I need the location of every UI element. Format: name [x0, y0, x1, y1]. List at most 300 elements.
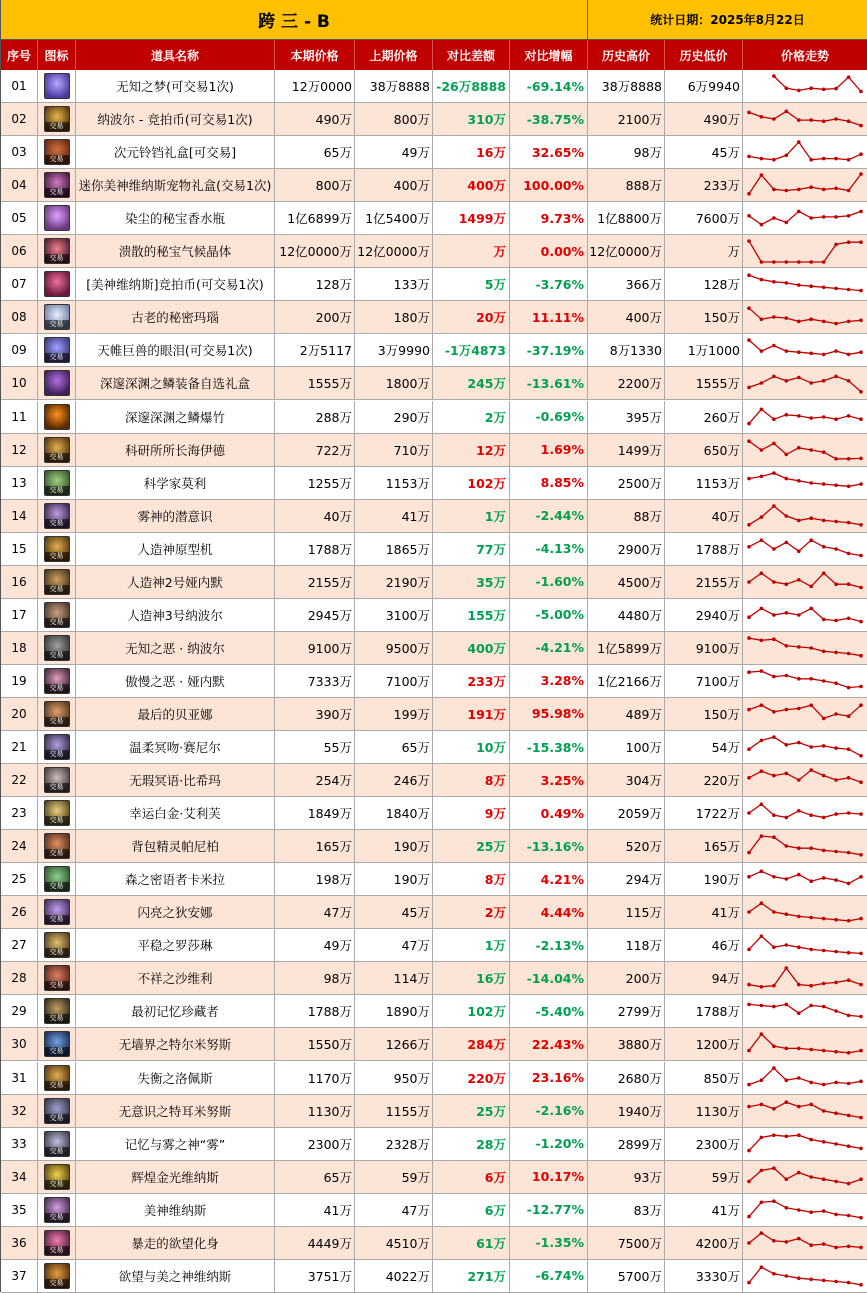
trade-tag: 交易: [45, 882, 69, 891]
price-trend-sparkline: [746, 1097, 864, 1125]
trend-point: [834, 1179, 838, 1183]
current-price: 2万5117: [275, 334, 355, 366]
table-row[interactable]: [1, 103, 867, 136]
table-row[interactable]: [1, 1028, 867, 1061]
trend-point: [760, 935, 764, 939]
card-frame-icon: [44, 602, 70, 628]
price-trend-sparkline: [746, 403, 864, 431]
card-frame-icon: [44, 1131, 70, 1157]
history-low-price: 233万: [665, 169, 743, 201]
trend-point: [760, 1231, 764, 1235]
trend-point: [809, 186, 813, 190]
current-price: 98万: [275, 962, 355, 994]
firecracker-icon: [44, 404, 70, 430]
trend-line: [749, 804, 861, 817]
price-diff: 155万: [433, 599, 510, 631]
trend-point: [859, 289, 863, 293]
trend-point: [859, 172, 863, 176]
table-row[interactable]: [1, 962, 867, 995]
history-high-price: 294万: [588, 863, 665, 895]
trend-point: [747, 776, 751, 780]
price-trend-cell: [743, 367, 867, 399]
trend-point: [859, 124, 863, 128]
table-row[interactable]: [1, 235, 867, 268]
row-index: 05: [1, 202, 38, 234]
trend-point: [847, 158, 851, 162]
history-low-price: 190万: [665, 863, 743, 895]
trend-point: [834, 519, 838, 523]
current-price: 40万: [275, 500, 355, 532]
trade-tag: 交易: [45, 1279, 69, 1288]
trend-point: [809, 516, 813, 520]
trend-point: [822, 1177, 826, 1181]
trend-point: [859, 417, 863, 421]
trade-tag: 交易: [45, 353, 69, 362]
trend-point: [822, 215, 826, 219]
trend-point: [809, 814, 813, 818]
trend-point: [859, 585, 863, 589]
trade-tag: 交易: [45, 155, 69, 164]
previous-price: 800万: [355, 103, 433, 135]
trend-point: [859, 1115, 863, 1119]
item-name: 纳波尔 - 竞拍币(可交易1次): [76, 103, 275, 135]
card-frame-icon: [44, 767, 70, 793]
trend-point: [797, 578, 801, 582]
gift-box-icon: [44, 139, 70, 165]
col-item-name-header: 道具名称: [76, 40, 275, 70]
item-name: 天帷巨兽的眼泪(可交易1次): [76, 334, 275, 366]
trend-point: [747, 747, 751, 751]
trend-point: [847, 520, 851, 524]
price-change-percent: 4.21%: [510, 863, 588, 895]
item-name: 幸运白金·艾利芙: [76, 797, 275, 829]
current-price: 2945万: [275, 599, 355, 631]
trend-point: [834, 981, 838, 985]
row-index: 20: [1, 698, 38, 730]
trend-point: [747, 339, 751, 343]
price-trend-cell: [743, 1227, 867, 1259]
trend-point: [834, 1111, 838, 1115]
price-change-percent: -1.35%: [510, 1227, 588, 1259]
trend-line: [749, 872, 861, 884]
trend-line: [749, 1201, 861, 1218]
price-diff: 245万: [433, 367, 510, 399]
history-high-price: 115万: [588, 896, 665, 928]
row-index: 02: [1, 103, 38, 135]
price-trend-cell: [743, 863, 867, 895]
trend-point: [809, 1277, 813, 1281]
trade-tag: 交易: [45, 552, 69, 561]
card-frame-icon: [44, 998, 70, 1024]
table-row[interactable]: [1, 533, 867, 566]
trend-point: [797, 518, 801, 522]
trend-point: [797, 983, 801, 987]
trend-point: [847, 616, 851, 620]
trend-point: [822, 286, 826, 290]
history-high-price: 2500万: [588, 467, 665, 499]
current-price: 198万: [275, 863, 355, 895]
trend-point: [859, 703, 863, 707]
table-row[interactable]: [1, 500, 867, 533]
history-high-price: 200万: [588, 962, 665, 994]
trend-point: [859, 917, 863, 921]
previous-price: 2328万: [355, 1128, 433, 1160]
price-change-percent: -2.16%: [510, 1095, 588, 1127]
trend-point: [760, 115, 764, 119]
previous-price: 47万: [355, 929, 433, 961]
price-change-percent: 0.49%: [510, 797, 588, 829]
history-high-price: 88万: [588, 500, 665, 532]
history-high-price: 1499万: [588, 434, 665, 466]
table-row[interactable]: [1, 665, 867, 698]
item-name: 平稳之罗莎琳: [76, 929, 275, 961]
price-trend-cell: [743, 401, 867, 433]
trend-point: [822, 1209, 826, 1213]
table-row[interactable]: [1, 863, 867, 896]
item-name: 傲慢之恶 · 娅内默: [76, 665, 275, 697]
row-index: 30: [1, 1028, 38, 1060]
row-index: 36: [1, 1227, 38, 1259]
pet-box-icon: [44, 172, 70, 198]
trend-point: [847, 1014, 851, 1018]
table-row[interactable]: [1, 698, 867, 731]
trade-tag: 交易: [45, 585, 69, 594]
card-frame-icon: [44, 932, 70, 958]
item-name: 迷你美神维纳斯宠物礼盒(交易1次): [76, 169, 275, 201]
trend-line: [749, 212, 861, 225]
trend-point: [797, 707, 801, 711]
table-row[interactable]: [1, 896, 867, 929]
price-trend-sparkline: [746, 436, 864, 464]
current-price: 1555万: [275, 367, 355, 399]
table-row[interactable]: [1, 1260, 867, 1293]
table-row[interactable]: [1, 301, 867, 334]
price-trend-cell: [743, 70, 867, 102]
price-trend-sparkline: [746, 369, 864, 397]
trend-point: [785, 644, 789, 648]
trend-point: [859, 241, 863, 245]
price-diff: 20万: [433, 301, 510, 333]
trend-point: [859, 1049, 863, 1053]
trend-point: [760, 739, 764, 743]
trend-point: [847, 320, 851, 324]
previous-price: 190万: [355, 863, 433, 895]
price-diff: 8万: [433, 863, 510, 895]
trend-point: [834, 87, 838, 91]
trend-point: [834, 1050, 838, 1054]
item-icon-cell: [38, 467, 76, 499]
table-row[interactable]: [1, 202, 867, 235]
table-row[interactable]: [1, 1095, 867, 1128]
trend-point: [859, 1283, 863, 1287]
row-index: 33: [1, 1128, 38, 1160]
trade-tag: 交易: [45, 320, 69, 329]
history-low-price: 150万: [665, 301, 743, 333]
current-price: 49万: [275, 929, 355, 961]
current-price: 200万: [275, 301, 355, 333]
table-row[interactable]: [1, 764, 867, 797]
history-high-price: 520万: [588, 830, 665, 862]
history-high-price: 489万: [588, 698, 665, 730]
table-row[interactable]: [1, 268, 867, 301]
current-price: 1亿6899万: [275, 202, 355, 234]
trend-point: [785, 1274, 789, 1278]
trend-line: [749, 377, 861, 392]
item-name: 无意识之特耳米努斯: [76, 1095, 275, 1127]
row-index: 28: [1, 962, 38, 994]
row-index: 04: [1, 169, 38, 201]
trend-point: [809, 916, 813, 920]
trade-tag: 交易: [45, 1014, 69, 1023]
trend-point: [747, 439, 751, 443]
table-row[interactable]: [1, 566, 867, 599]
price-trend-cell: [743, 202, 867, 234]
table-row[interactable]: [1, 434, 867, 467]
trend-point: [760, 350, 764, 354]
trend-point: [785, 379, 789, 383]
table-row[interactable]: [1, 1128, 867, 1161]
trend-point: [772, 188, 776, 192]
price-change-percent: -12.77%: [510, 1194, 588, 1226]
history-high-price: 1亿8800万: [588, 202, 665, 234]
item-icon-cell: [38, 665, 76, 697]
trend-point: [809, 1137, 813, 1141]
trend-line: [749, 836, 861, 855]
previous-price: 4022万: [355, 1260, 433, 1292]
previous-price: 3万9990: [355, 334, 433, 366]
trend-point: [785, 540, 789, 544]
trend-point: [847, 714, 851, 718]
trend-point: [847, 1213, 851, 1217]
previous-price: 4510万: [355, 1227, 433, 1259]
table-row[interactable]: [1, 401, 867, 434]
price-diff: 191万: [433, 698, 510, 730]
history-high-price: 8万1330: [588, 334, 665, 366]
price-diff: 1万: [433, 929, 510, 961]
trend-point: [847, 241, 851, 245]
price-change-percent: 3.28%: [510, 665, 588, 697]
trend-point: [847, 919, 851, 923]
table-row[interactable]: [1, 797, 867, 830]
trend-point: [797, 188, 801, 192]
trend-point: [822, 1242, 826, 1246]
previous-price: 180万: [355, 301, 433, 333]
item-name: 溃散的秘宝气候晶体: [76, 235, 275, 267]
trend-point: [772, 637, 776, 641]
previous-price: 45万: [355, 896, 433, 928]
trend-point: [809, 1048, 813, 1052]
trend-point: [772, 774, 776, 778]
current-price: 12亿0000万: [275, 235, 355, 267]
table-row[interactable]: [1, 830, 867, 863]
item-icon-cell: [38, 103, 76, 135]
trend-point: [747, 1215, 751, 1219]
trend-point: [772, 1199, 776, 1203]
table-row[interactable]: [1, 334, 867, 367]
trend-point: [847, 1181, 851, 1185]
trend-point: [847, 353, 851, 357]
price-diff: 220万: [433, 1062, 510, 1094]
card-frame-icon: [44, 1031, 70, 1057]
history-high-price: 2200万: [588, 367, 665, 399]
trend-point: [772, 984, 776, 988]
trend-point: [760, 1265, 764, 1269]
trend-point: [809, 1210, 813, 1214]
history-high-price: 4500万: [588, 566, 665, 598]
trend-point: [822, 1082, 826, 1086]
price-diff: 400万: [433, 632, 510, 664]
card-frame-icon: [44, 800, 70, 826]
trend-point: [809, 352, 813, 356]
trend-point: [859, 685, 863, 689]
trend-point: [859, 1245, 863, 1249]
trade-tag: 交易: [45, 486, 69, 495]
previous-price: 41万: [355, 500, 433, 532]
price-trend-sparkline: [746, 667, 864, 695]
trend-point: [847, 75, 851, 79]
price-trend-cell: [743, 1260, 867, 1292]
trend-point: [822, 571, 826, 575]
table-row[interactable]: [1, 995, 867, 1028]
table-row[interactable]: [1, 929, 867, 962]
trend-point: [772, 735, 776, 739]
trend-line: [749, 770, 861, 782]
trend-point: [772, 216, 776, 220]
history-low-price: 1788万: [665, 533, 743, 565]
history-high-price: 2899万: [588, 1128, 665, 1160]
trend-point: [747, 851, 751, 855]
trend-point: [760, 1135, 764, 1139]
trend-point: [822, 353, 826, 357]
table-row[interactable]: [1, 1194, 867, 1227]
trend-point: [760, 382, 764, 386]
trend-point: [760, 173, 764, 177]
trend-point: [859, 875, 863, 879]
table-row[interactable]: [1, 367, 867, 400]
table-row[interactable]: [1, 1161, 867, 1194]
price-trend-sparkline: [746, 138, 864, 166]
item-icon-cell: [38, 896, 76, 928]
previous-price: 1865万: [355, 533, 433, 565]
previous-price: 710万: [355, 434, 433, 466]
trend-point: [822, 1278, 826, 1282]
price-trend-cell: [743, 136, 867, 168]
table-row[interactable]: [1, 632, 867, 665]
price-trend-sparkline: [746, 601, 864, 629]
trend-point: [797, 549, 801, 553]
trend-point: [747, 708, 751, 712]
table-row[interactable]: [1, 1062, 867, 1095]
previous-price: 1153万: [355, 467, 433, 499]
price-change-percent: -1.60%: [510, 566, 588, 598]
trend-point: [809, 984, 813, 988]
price-trend-sparkline: [746, 766, 864, 794]
trend-line: [749, 441, 861, 459]
trend-point: [772, 675, 776, 679]
price-trend-cell: [743, 235, 867, 267]
price-trend-sparkline: [746, 336, 864, 364]
trend-point: [847, 457, 851, 461]
current-price: 1550万: [275, 1028, 355, 1060]
table-row[interactable]: [1, 169, 867, 202]
row-index: 18: [1, 632, 38, 664]
trend-point: [747, 1281, 751, 1285]
trend-line: [749, 671, 861, 688]
current-price: 2155万: [275, 566, 355, 598]
table-row[interactable]: [1, 1227, 867, 1260]
price-diff: 28万: [433, 1128, 510, 1160]
card-frame-icon: [44, 1230, 70, 1256]
item-name: 古老的秘密玛瑙: [76, 301, 275, 333]
history-high-price: 5700万: [588, 1260, 665, 1292]
previous-price: 1266万: [355, 1028, 433, 1060]
price-change-percent: -38.75%: [510, 103, 588, 135]
item-name: 科研所所长海伊德: [76, 434, 275, 466]
col-index-header: 序号: [1, 40, 38, 70]
trend-point: [822, 816, 826, 820]
trend-point: [809, 158, 813, 162]
item-name: 雾神的潜意识: [76, 500, 275, 532]
trend-point: [785, 1134, 789, 1138]
row-index: 15: [1, 533, 38, 565]
item-icon-cell: [38, 929, 76, 961]
trend-point: [809, 416, 813, 420]
trend-point: [847, 747, 851, 751]
table-row[interactable]: [1, 599, 867, 632]
trade-tag: 交易: [45, 948, 69, 957]
trade-tag: 交易: [45, 849, 69, 858]
table-row[interactable]: [1, 467, 867, 500]
previous-price: 190万: [355, 830, 433, 862]
price-trend-sparkline: [746, 700, 864, 728]
price-diff: 61万: [433, 1227, 510, 1259]
price-trend-cell: [743, 1062, 867, 1094]
history-high-price: 100万: [588, 731, 665, 763]
item-icon-cell: [38, 1028, 76, 1060]
trend-point: [834, 417, 838, 421]
history-high-price: 3880万: [588, 1028, 665, 1060]
trade-tag: 交易: [45, 750, 69, 759]
table-row[interactable]: [1, 136, 867, 169]
card-frame-icon: [44, 569, 70, 595]
history-high-price: 12亿0000万: [588, 235, 665, 267]
trend-point: [834, 157, 838, 161]
trend-point: [809, 216, 813, 220]
previous-price: 49万: [355, 136, 433, 168]
trend-point: [859, 351, 863, 355]
price-change-percent: -13.16%: [510, 830, 588, 862]
current-price: 1130万: [275, 1095, 355, 1127]
table-row[interactable]: [1, 70, 867, 103]
item-icon-cell: [38, 136, 76, 168]
trend-line: [749, 506, 861, 525]
trend-point: [785, 260, 789, 264]
table-row[interactable]: [1, 731, 867, 764]
trend-point: [847, 811, 851, 815]
trend-point: [834, 619, 838, 623]
trend-point: [772, 280, 776, 284]
price-diff: 102万: [433, 995, 510, 1027]
trend-point: [772, 1272, 776, 1276]
trend-point: [822, 917, 826, 921]
item-name: 辉煌金光维纳斯: [76, 1161, 275, 1193]
trend-point: [797, 1170, 801, 1174]
trend-line: [749, 142, 861, 160]
price-change-percent: -0.69%: [510, 401, 588, 433]
item-icon-cell: [38, 434, 76, 466]
trend-point: [859, 319, 863, 323]
price-trend-cell: [743, 566, 867, 598]
